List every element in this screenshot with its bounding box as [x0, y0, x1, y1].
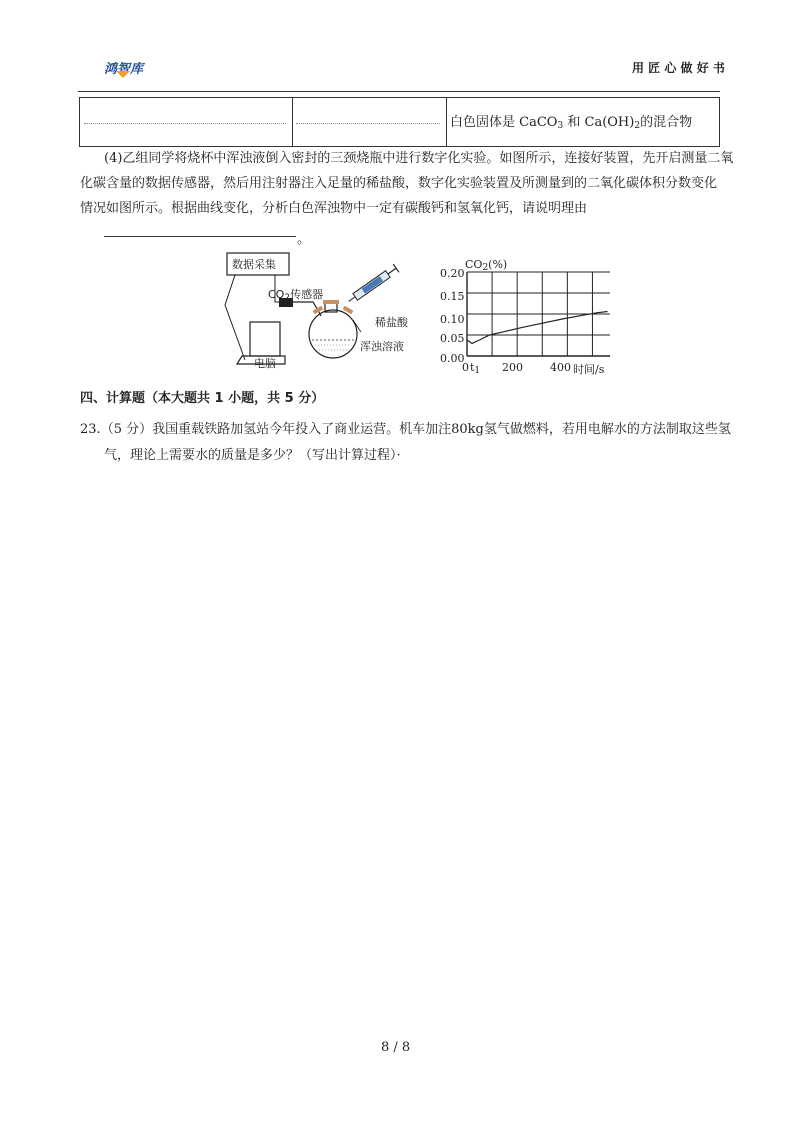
co2-sensor-label	[268, 286, 323, 303]
t1-label	[470, 361, 480, 376]
sensor-label-sub: 2	[284, 293, 291, 303]
stopper	[323, 300, 339, 304]
publisher-logo	[104, 58, 143, 77]
y-tick-label: 0.15	[440, 290, 465, 303]
q23-line-1	[80, 418, 731, 437]
chart-y-label	[465, 258, 507, 273]
table-divider	[446, 98, 447, 146]
question-number: 23.	[80, 422, 101, 437]
solution-label: 浑浊溶液	[360, 340, 404, 353]
cell-text: 和	[567, 115, 581, 130]
sensor-label-main: CO	[268, 288, 285, 301]
cell-text: 白色固体是	[450, 115, 516, 130]
y-tick-label: 0.20	[440, 267, 465, 280]
x-tick-label: 200	[502, 361, 523, 374]
table-answer-line	[296, 123, 440, 124]
answer-blank[interactable]	[104, 236, 296, 237]
formula-caoh2: Ca(OH)	[584, 115, 635, 130]
co2-series-line	[467, 312, 608, 344]
section-title: 四、计算题（本大题共 1 小题，共 5 分）	[80, 391, 325, 406]
cell-text: 的混合物	[640, 115, 693, 130]
y-label-sub: 2	[482, 263, 489, 273]
acid-label: 稀盐酸	[375, 316, 408, 329]
x-origin-label: 0	[462, 361, 469, 374]
t1-sub: 1	[474, 366, 481, 376]
formula-caco3: CaCO	[519, 115, 558, 130]
x-tick-label: 400	[550, 361, 571, 374]
three-neck-flask	[309, 310, 357, 358]
header-divider	[78, 91, 720, 92]
sensor-label-rest: 传感器	[290, 288, 324, 301]
y-tick-label: 0.10	[440, 313, 465, 326]
cable	[225, 275, 245, 360]
logo-text: 鸿智库	[104, 62, 144, 77]
q4-line-1: (4)乙组同学将烧杯中浑浊液倒入密封的三颈烧瓶中进行数字化实验。如图所示，连接好装置，先开启测量二氧	[104, 151, 734, 166]
computer-screen	[250, 322, 280, 356]
q4-line-3: 情况如图所示。根据曲线变化，分析白色浑浊物中一定有碳酸钙和氢氧化钙，请说明理由	[80, 201, 588, 216]
syringe	[346, 264, 399, 305]
computer-label: 电脑	[254, 357, 276, 370]
question-score: （5 分）	[100, 422, 153, 437]
q4-line-2: 化碳含量的数据传感器，然后用注射器注入足量的稀盐酸，数字化实验装置及所测量到的二氧化碳体积分数变化	[80, 176, 718, 191]
table-cell-conclusion	[450, 111, 692, 131]
page-number: 8 / 8	[381, 1040, 411, 1055]
y-label-main: CO	[465, 258, 483, 271]
formula-subscript: 2	[634, 121, 641, 131]
data-logger-label: 数据采集	[232, 258, 276, 271]
y-tick-label: 0.05	[440, 332, 465, 345]
blank-period: 。	[297, 232, 311, 247]
question-text: 我国重载铁路加氢站今年投入了商业运营。机车加注80kg氢气做燃料，若用电解水的方法制取这些氢	[152, 422, 731, 437]
table-divider	[292, 98, 293, 146]
logo-check-icon	[116, 71, 130, 78]
table-answer-line	[84, 123, 286, 124]
y-label-rest: (%)	[488, 258, 508, 271]
y-tick-label: 0.00	[440, 352, 465, 365]
q23-line-2: 气，理论上需要水的质量是多少？（写出计算过程）·	[104, 448, 401, 463]
formula-subscript: 3	[557, 121, 564, 131]
header-slogan: 用 匠 心 做 好 书	[632, 61, 725, 75]
t1-main: t	[470, 361, 475, 374]
x-axis-label: 时间/s	[573, 363, 605, 376]
